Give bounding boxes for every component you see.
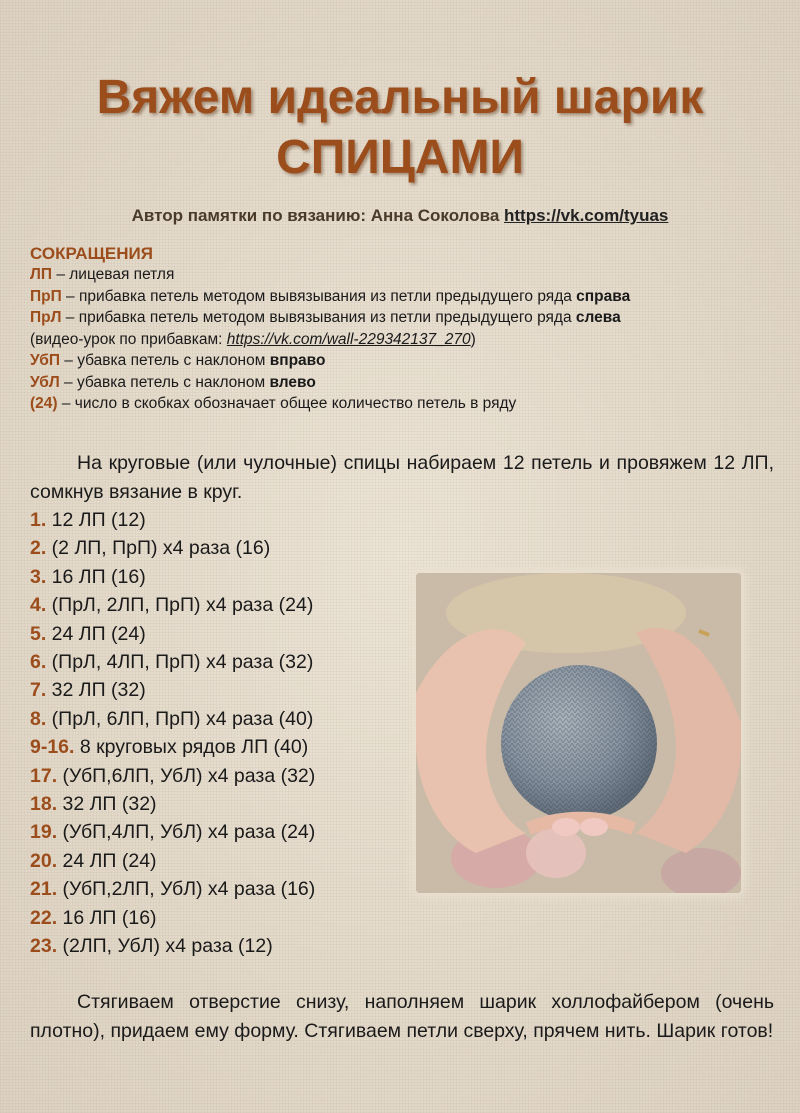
pattern-row <box>30 705 315 733</box>
abbr-term: (24) <box>30 395 58 412</box>
pattern-row <box>30 676 315 704</box>
video-link[interactable]: https://vk.com/wall-229342137_270 <box>226 330 471 348</box>
row-number: 7. <box>30 679 47 702</box>
row-number: 8. <box>30 707 47 730</box>
row-text: (ПрЛ, 2ЛП, ПрП) х4 раза (24) <box>46 594 314 617</box>
pattern-row <box>30 620 315 648</box>
row-number: 1. <box>30 509 47 531</box>
row-text: 32 ЛП (32) <box>57 793 157 816</box>
page-title-line2: СПИЦАМИ <box>276 131 524 184</box>
row-text: 16 ЛП (16) <box>46 565 146 588</box>
pattern-row <box>30 733 315 761</box>
abbr-item <box>30 307 790 329</box>
row-number: 3. <box>30 565 47 588</box>
row-text: (2 ЛП, ПрП) х4 раза (16) <box>46 537 271 560</box>
row-text: (2ЛП, УбЛ) х4 раза (12) <box>57 935 273 958</box>
abbr-item <box>30 372 790 394</box>
abbr-emphasis: справа <box>576 287 631 305</box>
abbr-desc: – убавка петель с наклоном <box>59 373 270 391</box>
row-number: 20. <box>30 849 58 872</box>
abbr-term: ПрЛ <box>30 309 62 326</box>
row-text: (УбП,4ЛП, УбЛ) х4 раза (24) <box>57 821 316 844</box>
abbr-desc: – прибавка петель методом вывязывания из петли предыдущего ряда <box>61 309 576 326</box>
abbr-desc: – лицевая петля <box>52 266 175 283</box>
abbr-item <box>30 286 790 308</box>
intro-paragraph: На круговые (или чулочные) спицы набираем 12 петель и провяжем 12 ЛП, сомкнув вязание в круг. <box>30 452 774 503</box>
row-number: 18. <box>30 793 58 816</box>
row-text: 24 ЛП (24) <box>57 849 157 872</box>
abbr-item <box>30 264 790 286</box>
pattern-row <box>30 506 315 534</box>
abbreviations-heading: СОКРАЩЕНИЯ <box>30 244 153 263</box>
pattern-row <box>30 591 315 619</box>
video-prefix: (видео-урок по прибавкам: <box>30 330 227 348</box>
row-text: 16 ЛП (16) <box>57 906 157 929</box>
row-text: (УбП,6ЛП, УбЛ) х4 раза (32) <box>57 764 316 787</box>
page-title: Вяжем идеальный шарик <box>96 71 704 124</box>
row-text: 24 ЛП (24) <box>46 622 146 645</box>
abbreviations-section <box>30 243 790 415</box>
abbr-term: ЛП <box>30 266 53 283</box>
row-text: 12 ЛП (12) <box>46 509 146 531</box>
abbr-emphasis: слева <box>575 309 621 326</box>
pattern-row <box>30 648 315 676</box>
row-text: 8 круговых рядов ЛП (40) <box>74 736 309 759</box>
row-number: 5. <box>30 622 47 645</box>
pattern-rows <box>30 506 315 961</box>
row-number: 19. <box>30 821 58 844</box>
pattern-row <box>30 818 315 846</box>
author-credit <box>0 206 800 226</box>
abbr-desc: – убавка петель с наклоном <box>59 352 270 369</box>
closing-paragraph: Стягиваем отверстие снизу, наполняем шарик холлофайбером (очень плотно), придаем ему форму. Стягиваем петли сверху, прячем нить. Шарик готов! <box>30 991 774 1042</box>
video-suffix: ) <box>470 330 476 348</box>
video-lesson-line <box>30 329 790 351</box>
pattern-row <box>30 847 315 875</box>
knitted-ball-photo <box>416 573 741 893</box>
author-link[interactable]: https://vk.com/tyuas <box>504 206 669 225</box>
abbr-item <box>30 350 790 372</box>
abbr-emphasis: вправо <box>269 352 326 369</box>
row-text: (ПрЛ, 6ЛП, ПрП) х4 раза (40) <box>46 707 314 730</box>
author-text: Автор памятки по вязанию: Анна Соколова <box>131 206 505 225</box>
row-number: 9-16. <box>30 736 75 759</box>
pattern-row <box>30 904 315 932</box>
pattern-row <box>30 563 315 591</box>
abbr-term: ПрП <box>30 287 62 305</box>
pattern-row <box>30 932 315 960</box>
row-text: 32 ЛП (32) <box>46 679 146 702</box>
pattern-row <box>30 790 315 818</box>
abbr-term: УбЛ <box>30 373 60 391</box>
row-text: (ПрЛ, 4ЛП, ПрП) х4 раза (32) <box>46 651 314 674</box>
row-number: 21. <box>30 878 58 901</box>
row-text: (УбП,2ЛП, УбЛ) х4 раза (16) <box>57 878 316 901</box>
photo-illustration <box>416 573 741 893</box>
row-number: 4. <box>30 594 47 617</box>
abbr-emphasis: влево <box>269 373 316 391</box>
row-number: 22. <box>30 906 58 929</box>
pattern-row <box>30 762 315 790</box>
abbr-desc: – число в скобках обозначает общее количество петель в ряду <box>57 395 517 412</box>
pattern-row <box>30 534 315 562</box>
abbr-desc: – прибавка петель методом вывязывания из петли предыдущего ряда <box>61 287 577 305</box>
abbr-item <box>30 393 790 415</box>
row-number: 6. <box>30 651 47 674</box>
abbr-term: УбП <box>30 352 60 369</box>
row-number: 23. <box>30 935 58 958</box>
row-number: 17. <box>30 764 58 787</box>
pattern-row <box>30 875 315 903</box>
row-number: 2. <box>30 537 47 560</box>
